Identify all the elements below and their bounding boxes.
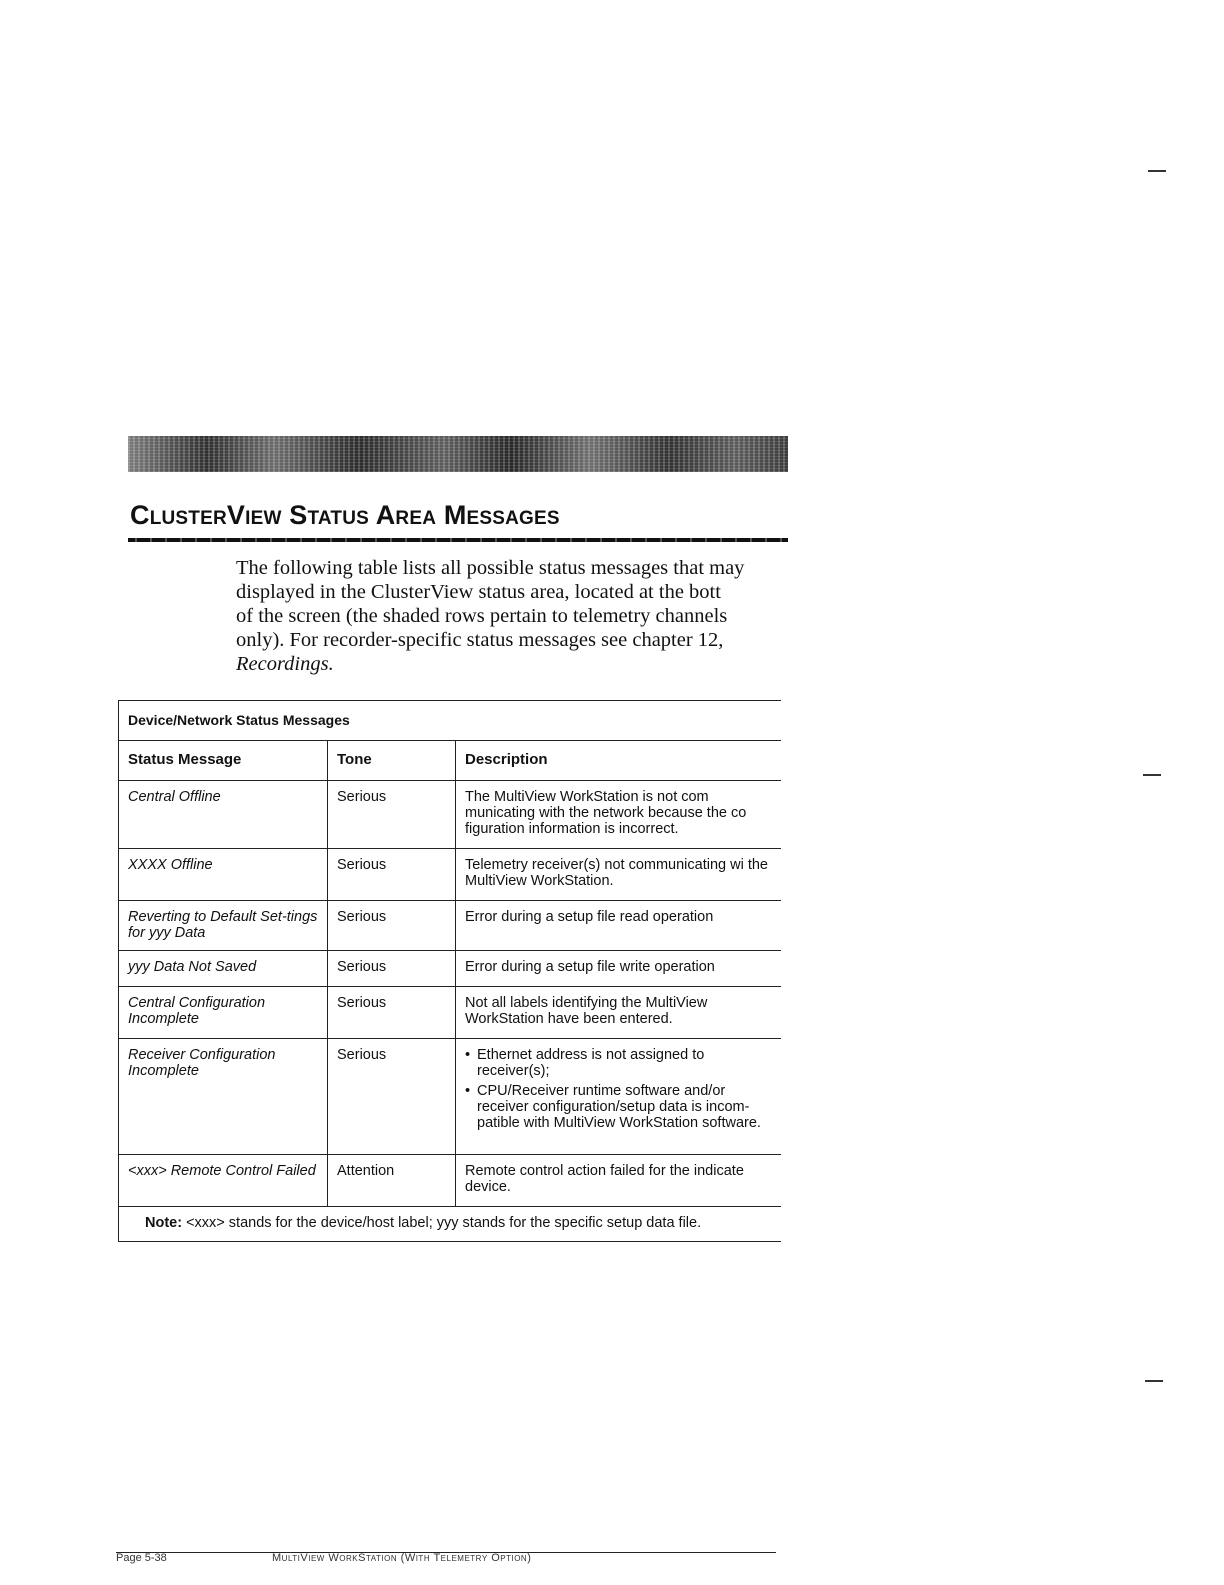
margin-mark (1145, 1380, 1163, 1382)
status-message-cell: Receiver Configuration Incomplete (119, 1039, 328, 1155)
note-text: <xxx> stands for the device/host label; yyy stands for the specific setup data file. (182, 1215, 702, 1231)
margin-mark (1148, 170, 1166, 172)
tone-cell: Serious (328, 1039, 456, 1155)
status-message-cell: Central Configuration Incomplete (119, 987, 328, 1039)
status-message-cell: Central Offline (119, 781, 328, 849)
table-row (119, 987, 781, 1039)
description-cell (456, 1039, 781, 1155)
table-note-row (119, 1207, 781, 1242)
page-title (130, 500, 560, 531)
footer-title: MultiView WorkStation (With Telemetry Option) (272, 1552, 532, 1564)
tone-cell: Serious (328, 987, 456, 1039)
table-row (119, 1155, 781, 1207)
tone-cell: Serious (328, 951, 456, 987)
table-caption-row (119, 701, 781, 741)
tone-cell: Serious (328, 901, 456, 951)
column-header-tone: Tone (328, 741, 456, 781)
status-message-cell: Reverting to Default Set-tings for yyy Data (119, 901, 328, 951)
description-cell: Telemetry receiver(s) not communicating wi the MultiView WorkStation. (456, 849, 781, 901)
table-caption: Device/Network Status Messages (119, 701, 781, 741)
page-footer (116, 1552, 776, 1585)
column-header-status: Status Message (119, 741, 328, 781)
bullet-item: • Ethernet address is not assigned to receiver(s); (465, 1047, 773, 1079)
description-cell: Remote control action failed for the indicate device. (456, 1155, 781, 1207)
table-row (119, 951, 781, 987)
description-cell: Not all labels identifying the MultiView WorkStation have been entered. (456, 987, 781, 1039)
intro-link-recordings: Recordings. (236, 653, 334, 675)
status-message-cell: XXXX Offline (119, 849, 328, 901)
intro-text: The following table lists all possible status messages that may displayed in the ClusterView status area, located at the bott of the screen (the shaded rows pertain to telemetry channels only). For recorder-specific status messages see chapter 12, (236, 557, 745, 651)
table-row (119, 901, 781, 951)
description-cell: The MultiView WorkStation is not com municating with the network because the co figuration information is incorrect. (456, 781, 781, 849)
section-banner (128, 436, 788, 472)
page-number: Page 5-38 (116, 1552, 167, 1564)
intro-paragraph (236, 556, 796, 676)
description-cell: Error during a setup file read operation (456, 901, 781, 951)
column-header-description: Description (456, 741, 781, 781)
table-row (119, 849, 781, 901)
table-row (119, 781, 781, 849)
status-message-cell: <xxx> Remote Control Failed (119, 1155, 328, 1207)
status-message-cell: yyy Data Not Saved (119, 951, 328, 987)
margin-mark (1143, 774, 1161, 776)
table-row (119, 1039, 781, 1155)
description-cell: Error during a setup file write operation (456, 951, 781, 987)
note-label: Note: (145, 1215, 183, 1231)
tone-cell: Serious (328, 781, 456, 849)
page-title-text: ClusterView Status Area Messages (130, 500, 560, 530)
bullet-item: • CPU/Receiver runtime software and/or receiver configuration/setup data is incom-patible with MultiView WorkStation software. (465, 1083, 773, 1131)
tone-cell: Attention (328, 1155, 456, 1207)
status-messages-table (118, 700, 781, 1242)
title-rule (128, 538, 788, 542)
tone-cell: Serious (328, 849, 456, 901)
table-note (119, 1207, 781, 1242)
table-header-row (119, 741, 781, 781)
